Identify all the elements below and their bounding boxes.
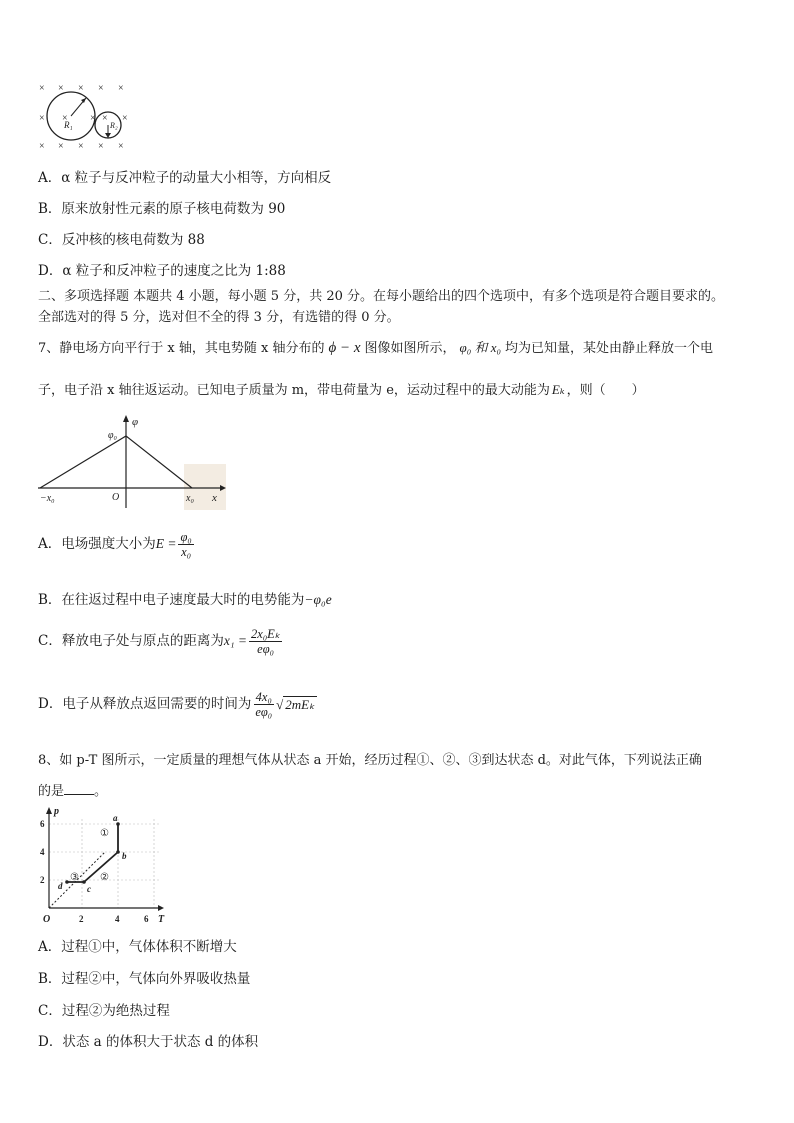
svg-text:×: × bbox=[78, 141, 84, 152]
svg-text:×: × bbox=[78, 83, 84, 94]
svg-text:×: × bbox=[62, 113, 68, 124]
r2-label: R₂ bbox=[110, 121, 118, 130]
x-tick-6: 6 bbox=[144, 914, 149, 924]
fraction-denominator: eφ₀ bbox=[257, 642, 274, 656]
q8-stem-text: 的是 bbox=[38, 784, 65, 799]
q7-option-d-text: D．电子从释放点返回需要的时间为 bbox=[38, 696, 252, 712]
t-axis-label: T bbox=[158, 914, 165, 925]
q8-stem-line2 bbox=[38, 780, 107, 799]
q7-potential-graph bbox=[36, 412, 230, 512]
phi-axis-label: φ bbox=[132, 416, 139, 428]
y-tick-6: 6 bbox=[40, 819, 45, 829]
q7-option-b bbox=[38, 588, 332, 608]
svg-text:×: × bbox=[58, 83, 64, 94]
q7-known-vars: φ₀ 和 x₀ bbox=[459, 340, 502, 355]
q6-option-c: C．反冲核的核电荷数为 88 bbox=[38, 232, 205, 248]
potential-line bbox=[40, 436, 192, 488]
section2-line1: 二、多项选择题 本题共 4 小题，每小题 5 分，共 20 分。在每小题给出的四个选项中，有多个选项是符合题目要求的。 bbox=[38, 289, 725, 304]
point-b-label: b bbox=[122, 851, 127, 861]
q8-option-a: A．过程①中，气体体积不断增大 bbox=[38, 939, 237, 955]
q7-option-d-sqrt: √ 2mEₖ bbox=[276, 696, 315, 712]
svg-text:×: × bbox=[39, 83, 45, 94]
svg-text:×: × bbox=[39, 113, 45, 124]
q7-option-c-text: C．释放电子处与原点的距离为 bbox=[38, 633, 224, 649]
r1-label: R₁ bbox=[64, 120, 73, 130]
q7-ek-symbol: Eₖ bbox=[551, 382, 565, 397]
q7-stem-line1 bbox=[38, 337, 713, 357]
q7-option-c-lhs: x₁ = bbox=[223, 633, 248, 648]
phi0-label: φ₀ bbox=[108, 430, 118, 441]
q6-option-a: A．α 粒子与反冲粒子的动量大小相等，方向相反 bbox=[38, 170, 332, 186]
neg-x0-label: −x₀ bbox=[40, 493, 55, 504]
q6-option-b: B．原来放射性元素的原子核电荷数为 90 bbox=[38, 201, 286, 217]
section2-line2: 全部选对的得 5 分，选对但不全的得 3 分，有选错的得 0 分。 bbox=[38, 310, 400, 325]
q7-option-c bbox=[38, 627, 284, 656]
q7-stem-part5: ，则（ ） bbox=[566, 383, 645, 398]
y-tick-2: 2 bbox=[40, 875, 45, 885]
y-tick-4: 4 bbox=[40, 847, 45, 857]
q7-stem-part2: 图像如图所示， bbox=[364, 341, 456, 356]
q8-stem-line1: 8、如 p-T 图所示，一定质量的理想气体从状态 a 开始，经历过程①、②、③到达状态 d。对此气体，下列说法正确 bbox=[38, 753, 702, 768]
q7-option-d bbox=[38, 690, 317, 719]
fraction-numerator: φ₀ bbox=[180, 530, 192, 544]
point-d-label: d bbox=[58, 881, 63, 891]
q8-option-d: D．状态 a 的体积大于状态 d 的体积 bbox=[38, 1034, 259, 1050]
q8-stem-end: 。 bbox=[94, 784, 108, 799]
q8-option-c: C．过程②为绝热过程 bbox=[38, 1003, 170, 1019]
q7-phi-x-formula: ϕ − x bbox=[328, 340, 361, 356]
x-axis-label: x bbox=[212, 492, 217, 504]
q7-option-a bbox=[38, 530, 196, 559]
x0-label: x₀ bbox=[186, 493, 194, 504]
q7-option-c-fraction bbox=[249, 627, 282, 656]
svg-text:×: × bbox=[90, 113, 96, 124]
q7-option-b-value: −φ₀e bbox=[304, 592, 332, 607]
point-c-label: c bbox=[87, 884, 91, 894]
q7-option-b-text: B．在往返过程中电子速度最大时的电势能为 bbox=[38, 592, 305, 608]
origin-label: O bbox=[112, 492, 120, 503]
svg-text:×: × bbox=[118, 83, 124, 94]
q7-option-a-lhs: E = bbox=[155, 536, 177, 551]
x-tick-4: 4 bbox=[115, 914, 120, 924]
svg-text:×: × bbox=[39, 141, 45, 152]
q7-stem-part4: 子，电子沿 x 轴往返运动。已知电子质量为 m，带电荷量为 e，运动过程中的最大动能为 bbox=[38, 383, 550, 398]
svg-text:×: × bbox=[102, 113, 108, 124]
q8-pt-graph bbox=[34, 804, 170, 928]
p-axis-label: p bbox=[54, 806, 59, 817]
process-3-label: ③ bbox=[70, 872, 79, 883]
fraction-denominator: eφ₀ bbox=[255, 705, 273, 719]
graph-origin: O bbox=[43, 914, 51, 925]
process-2-label: ② bbox=[100, 872, 109, 883]
answer-blank bbox=[64, 782, 94, 795]
sqrt-radicand: 2mEₖ bbox=[285, 696, 315, 712]
svg-text:×: × bbox=[58, 141, 64, 152]
point-a-label: a bbox=[113, 813, 118, 823]
process-1-label: ① bbox=[100, 828, 109, 839]
svg-text:×: × bbox=[98, 83, 104, 94]
q7-option-d-fraction bbox=[253, 690, 274, 719]
svg-text:×: × bbox=[122, 113, 128, 124]
q6-option-d: D．α 粒子和反冲粒子的速度之比为 1:88 bbox=[38, 263, 286, 279]
q7-stem-part3: 均为已知量，某处由静止释放一个电 bbox=[505, 341, 714, 356]
q8-option-b: B．过程②中，气体向外界吸收热量 bbox=[38, 971, 251, 987]
q7-stem-part1: 7、静电场方向平行于 x 轴，其电势随 x 轴分布的 bbox=[38, 341, 325, 356]
fraction-denominator: x₀ bbox=[181, 545, 192, 559]
fraction-numerator: 4x₀ bbox=[255, 690, 272, 704]
svg-text:×: × bbox=[98, 141, 104, 152]
q7-option-a-text: A．电场强度大小为 bbox=[38, 536, 156, 552]
field-figure bbox=[34, 78, 134, 154]
svg-text:×: × bbox=[118, 141, 124, 152]
x-tick-2: 2 bbox=[79, 914, 84, 924]
fraction-numerator: 2x₀Eₖ bbox=[251, 627, 281, 641]
q7-option-a-fraction bbox=[178, 530, 193, 559]
q7-stem-line2 bbox=[38, 379, 645, 398]
